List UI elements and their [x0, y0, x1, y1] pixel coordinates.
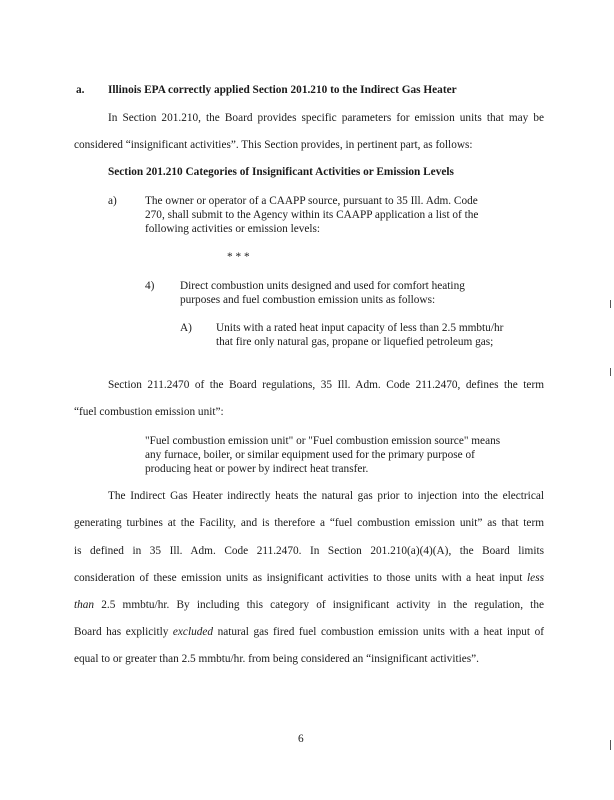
- paragraph-text: consideration of these emission units as insignificant activities to those units with a heat input: [74, 572, 528, 584]
- list-label: a): [108, 195, 117, 207]
- quote-line: The owner or operator of a CAAPP source, pursuant to 35 Ill. Adm. Code: [145, 195, 478, 207]
- quote-line: that fire only natural gas, propane or liquefied petroleum gas;: [216, 336, 494, 348]
- quote-title: Section 201.210 Categories of Insignificant Activities or Emission Levels: [108, 166, 454, 178]
- quote-line: purposes and fuel combustion emission units as follows:: [180, 294, 436, 306]
- paragraph-line: generating turbines at the Facility, and is therefore a “fuel combustion emission unit” as that term: [74, 517, 544, 529]
- paragraph-line: [74, 627, 544, 638]
- paragraph-text: natural gas fired fuel combustion emission units with a heat input of: [213, 626, 545, 638]
- quote-line: any furnace, boiler, or similar equipment used for the primary purpose of: [145, 449, 475, 461]
- paragraph-line: The Indirect Gas Heater indirectly heats the natural gas prior to injection into the electrical: [108, 490, 544, 502]
- paragraph-line: In Section 201.210, the Board provides specific parameters for emission units that may be: [108, 112, 544, 124]
- quote-line: Units with a rated heat input capacity of less than 2.5 mmbtu/hr: [216, 322, 504, 334]
- quote-line: producing heat or power by indirect heat transfer.: [145, 463, 369, 475]
- section-heading: Illinois EPA correctly applied Section 201.210 to the Indirect Gas Heater: [108, 84, 457, 96]
- paragraph-line: “fuel combustion emission unit”:: [74, 406, 224, 418]
- scan-edge-mark: [610, 740, 611, 750]
- ellipsis: * * *: [227, 251, 250, 263]
- section-label: a.: [76, 84, 85, 96]
- paragraph-text: 2.5 mmbtu/hr. By including this category of insignificant activity in the regulation, the: [94, 599, 544, 611]
- paragraph-line: Section 211.2470 of the Board regulations, 35 Ill. Adm. Code 211.2470, defines the term: [108, 379, 544, 391]
- paragraph-line: [74, 600, 544, 611]
- quote-line: following activities or emission levels:: [145, 223, 321, 235]
- paragraph-line: [74, 573, 544, 584]
- list-label: A): [180, 322, 192, 334]
- emphasis: less: [527, 572, 544, 584]
- emphasis: excluded: [172, 626, 214, 638]
- quote-line: 270, shall submit to the Agency within its CAAPP application a list of the: [145, 209, 479, 221]
- page-number: 6: [298, 733, 304, 745]
- emphasis: than: [74, 599, 95, 611]
- paragraph-line: is defined in 35 Ill. Adm. Code 211.2470. In Section 201.210(a)(4)(A), the Board limits: [74, 545, 544, 557]
- scan-edge-mark: [610, 300, 611, 308]
- quote-line: "Fuel combustion emission unit" or "Fuel combustion emission source" means: [145, 435, 501, 447]
- paragraph-line: equal to or greater than 2.5 mmbtu/hr. from being considered an “insignificant activities”.: [74, 653, 479, 665]
- paragraph-line: considered “insignificant activities”. This Section provides, in pertinent part, as follows:: [74, 139, 473, 151]
- quote-line: Direct combustion units designed and used for comfort heating: [180, 280, 465, 292]
- scan-edge-mark: [610, 368, 611, 376]
- paragraph-text: Board has explicitly: [74, 626, 173, 638]
- list-label: 4): [145, 280, 155, 292]
